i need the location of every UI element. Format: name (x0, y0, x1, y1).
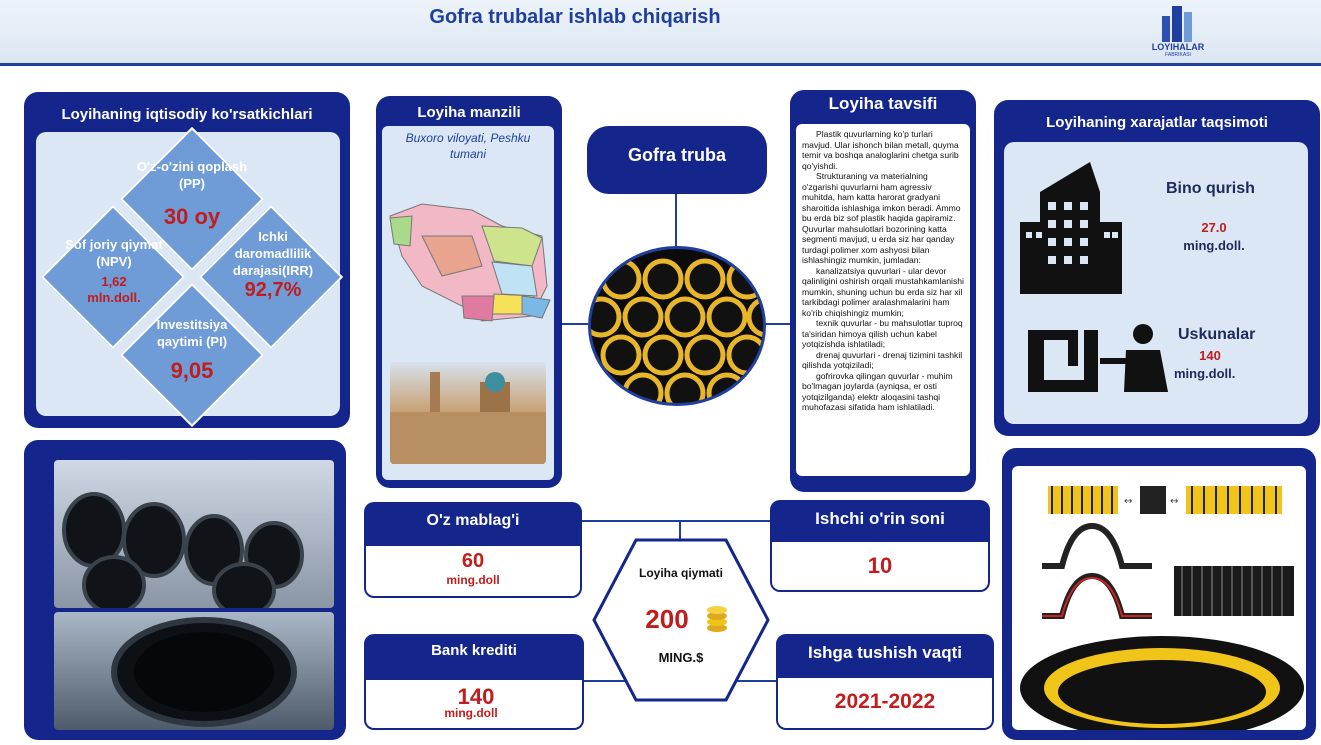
own-funds-value: 60 (461, 550, 485, 572)
city-photo (390, 362, 546, 464)
connector-line (679, 520, 681, 540)
header-bar (0, 0, 1321, 66)
coins-icon (704, 604, 730, 634)
pipes-photo-panel (24, 440, 346, 740)
pipe-ends-image (588, 246, 766, 406)
bank-credit-unit: ming.doll (444, 706, 498, 720)
description-text (802, 129, 964, 413)
equipment-unit: ming.doll. (1174, 366, 1236, 381)
product-badge (587, 126, 767, 194)
economics-inner (36, 132, 340, 416)
logo-text: LOYIHALAR (1151, 42, 1205, 52)
location-panel (376, 96, 562, 488)
costs-panel (994, 100, 1320, 436)
launch-value: 2021-2022 (834, 690, 936, 713)
description-paragraph: kanalizatsiya quvurlari - ular devor qalinligini oshirish orqali mustahkamlanishi mumkin, shuning uchun bu erda siz har xil tarkibdagi polimer aralashmalarini ham ko'rib chiqishingiz mumkin; (802, 265, 964, 318)
logo-subtext: FABRIKASI (1165, 52, 1191, 58)
own-funds-title: O'z mablag'i (364, 502, 582, 546)
pi-label: Investitsiya qaytimi (PI) (156, 317, 228, 349)
region-map (382, 196, 554, 336)
pp-label: O'z-o'zini qoplash (PP) (136, 159, 248, 191)
location-region: Buxoro viloyati, Peshku tumani (405, 131, 531, 161)
project-cost-label: Loyiha qiymati (638, 566, 724, 580)
economics-title: Loyihaning iqtisodiy ko'rsatkichlari (61, 106, 313, 123)
jobs-body (770, 542, 990, 592)
pipes-photo-bottom (54, 612, 334, 730)
connector-line (765, 323, 793, 325)
costs-title: Loyihaning xarajatlar taqsimoti (1046, 114, 1268, 131)
connector-line (562, 323, 588, 325)
building-unit: ming.doll. (1183, 238, 1245, 253)
description-paragraph: gofrirovka qilingan quvurlar - muhim bo'lmagan joylarda (ayniqsa, er osti yotqizilganda) elektr aloqasini tashqi muhofazasi sifatida ham ishlatiladi. (802, 370, 953, 412)
npv-value: 1,62 mln.doll. (87, 274, 141, 305)
connector-line (675, 194, 677, 246)
location-inner (382, 126, 554, 480)
project-cost-hexagon (592, 538, 770, 702)
building-icon (1020, 162, 1124, 294)
economics-panel (24, 92, 350, 428)
svg-text:↔: ↔ (1124, 496, 1133, 507)
jobs-value: 10 (867, 553, 893, 578)
svg-text:↔: ↔ (1170, 496, 1179, 507)
logo (1148, 2, 1208, 60)
building-value: 27.0 (1201, 220, 1227, 235)
connector-line (582, 520, 772, 522)
jobs-title: Ishchi o'rin soni (770, 500, 990, 542)
equipment-value: 140 (1199, 348, 1221, 363)
pipe-diagram (1012, 466, 1306, 730)
description-paragraph: Strukturaning va materialning o'zgarishi quvurlarni ham agressiv muhitda, ham katta harorat gradyani sharoitida ishlashiga imkon beradi. Ammo bu erda biz sof plastik haqida gapiramiz. Quvurlar mahsulotlari bozorining katta segmenti mavjud, u erda siz har qanday turdagi polimer xom ashyosi bilan ishlashingiz mumkin, jumladan: (802, 171, 961, 265)
launch-card (776, 634, 994, 730)
description-panel (790, 90, 976, 492)
description-paragraph: texnik quvurlar - bu mahsulotlar tuproq ta'siridan himoya qilish uchun kabel yotqizishda ishlatiladi; (802, 318, 963, 349)
npv-label: Sof joriy qiymat (NPV) (65, 237, 163, 269)
pi-value: 9,05 (170, 358, 214, 383)
location-title: Loyiha manzili (417, 104, 521, 121)
product-name: Gofra truba (627, 145, 726, 165)
equipment-label: Uskunalar (1178, 326, 1256, 343)
bank-credit-card (364, 634, 584, 730)
costs-inner (1004, 142, 1308, 424)
pp-value: 30 oy (163, 204, 221, 229)
pipe-diagram-panel (1002, 448, 1316, 740)
jobs-card (770, 500, 990, 592)
pipes-photo-top (54, 460, 334, 608)
project-cost-value: 200 (645, 604, 689, 634)
description-body (796, 124, 970, 476)
bank-credit-value: 140 (457, 684, 495, 709)
equipment-icon (1028, 320, 1168, 392)
launch-title: Ishga tushish vaqti (776, 634, 994, 678)
description-title: Loyiha tavsifi (828, 94, 938, 113)
irr-value: 92,7% (244, 279, 302, 301)
description-paragraph: drenaj quvurlari - drenaj tizimini tashkil qilishda yotqiziladi; (802, 349, 963, 370)
launch-body (776, 678, 994, 730)
own-funds-body (364, 546, 582, 598)
page-title: Gofra trubalar ishlab chiqarish (429, 6, 721, 28)
description-paragraph: Plastik quvurlarning ko'p turlari mavjud. Ular ishonch bilan metall, quyma temir va boshqa analoglarini chetga surib qo'yishdi. (802, 129, 959, 171)
bank-credit-body (364, 680, 584, 730)
own-funds-unit: ming.doll (446, 573, 500, 587)
own-funds-card (364, 502, 582, 598)
building-label: Bino qurish (1166, 180, 1255, 197)
irr-label: Ichki daromadlilik darajasi(IRR) (232, 229, 314, 278)
project-cost-unit: MING.$ (658, 650, 704, 665)
bank-credit-title: Bank krediti (364, 634, 584, 680)
